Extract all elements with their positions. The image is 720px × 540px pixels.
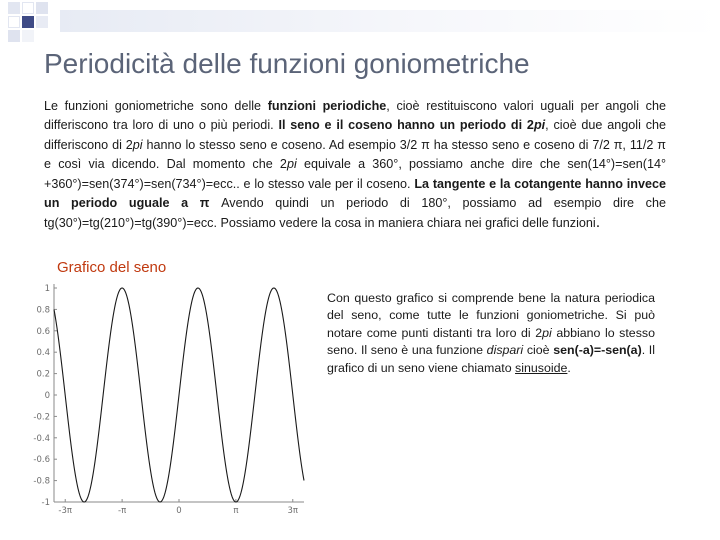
intro-text: Le funzioni goniometriche sono delle xyxy=(44,99,268,113)
y-tick-label: 0.6 xyxy=(36,326,50,337)
side-bold: sen(-a)=-sen(a) xyxy=(553,343,642,358)
y-tick-label: 0.4 xyxy=(36,348,50,359)
corner-decoration xyxy=(0,0,60,44)
intro-text: hanno lo stesso seno e coseno. Ad esempio 3/2 π ha stesso seno e coseno di 7/2 π, 11/2 π e così via dicendo. Dal momento che 2 xyxy=(44,137,666,172)
side-text: Con questo grafico si comprende bene la natura periodica del seno, come tutte le funzioni goniometriche. Si può notare come punti distanti tra loro di 2 xyxy=(327,291,655,340)
corner-square xyxy=(36,2,48,14)
y-tick-label: 0 xyxy=(44,391,50,401)
side-italic: dispari xyxy=(486,343,524,358)
corner-square xyxy=(36,16,48,28)
intro-bold-text: Il seno e il coseno hanno un periodo di 2 xyxy=(278,118,534,133)
intro-period: . xyxy=(595,214,601,232)
sine-curve xyxy=(54,288,304,502)
x-tick-label: -π xyxy=(118,506,127,516)
side-text: abbiano lo stesso seno. Il seno è una funzione xyxy=(327,325,655,358)
side-text: . Il grafico di un seno viene chiamato xyxy=(327,343,655,375)
intro-text: Avendo quindi un periodo di 180°, possiamo ad esempio dire che tg(30°)=tg(210°)=tg(390°)=ecc. Possiamo vedere la cosa in maniera chiara nei grafici delle funzioni xyxy=(44,196,666,231)
page-title: Periodicità delle funzioni goniometriche xyxy=(44,48,530,79)
intro-italic: pi xyxy=(132,137,143,152)
intro-bold xyxy=(278,118,545,132)
y-tick-label: 1 xyxy=(44,284,50,294)
sine-chart xyxy=(24,280,314,525)
header-band xyxy=(60,10,720,32)
y-tick-label: -1 xyxy=(41,498,50,508)
x-tick-label: -3π xyxy=(58,506,73,516)
x-tick-label: 3π xyxy=(287,506,299,516)
intro-text: , cioè restituiscono valori uguali per angoli che differiscono tra loro di uno o più periodi. xyxy=(44,99,666,133)
intro-paragraph xyxy=(44,97,666,234)
intro-text: equivale a 360°, possiamo anche dire che sen(14°)=sen(14°+360°)=sen(374°)=sen(734°)=ecc.. e lo stesso vale per il coseno. xyxy=(44,157,667,191)
intro-text: , cioè due angoli che differiscono di 2 xyxy=(44,118,667,152)
corner-square xyxy=(22,30,34,42)
x-tick-label: π xyxy=(233,506,239,516)
section-title: Grafico del seno xyxy=(57,259,167,276)
y-tick-label: -0.6 xyxy=(33,455,50,466)
side-text: . xyxy=(567,360,571,375)
side-underlined: sinusoide xyxy=(515,360,568,375)
corner-square xyxy=(8,30,20,42)
side-text: cioè xyxy=(523,343,554,358)
side-paragraph xyxy=(327,290,655,377)
intro-bold-italic: pi xyxy=(533,118,546,133)
side-italic: pi xyxy=(542,325,552,340)
y-tick-label: 0.8 xyxy=(36,305,50,316)
y-tick-label: 0.2 xyxy=(36,369,50,380)
corner-square xyxy=(22,2,34,14)
y-tick-label: -0.2 xyxy=(33,412,50,423)
corner-square-accent xyxy=(22,16,34,28)
intro-bold: funzioni periodiche xyxy=(267,99,387,113)
corner-square xyxy=(8,16,20,28)
x-tick-label: 0 xyxy=(176,506,182,516)
intro-italic: pi xyxy=(286,157,297,172)
intro-bold: La tangente e la cotangente hanno invece un periodo uguale a π xyxy=(44,176,666,211)
y-tick-label: -0.8 xyxy=(33,476,50,487)
corner-square xyxy=(8,2,20,14)
y-tick-label: -0.4 xyxy=(33,433,50,444)
